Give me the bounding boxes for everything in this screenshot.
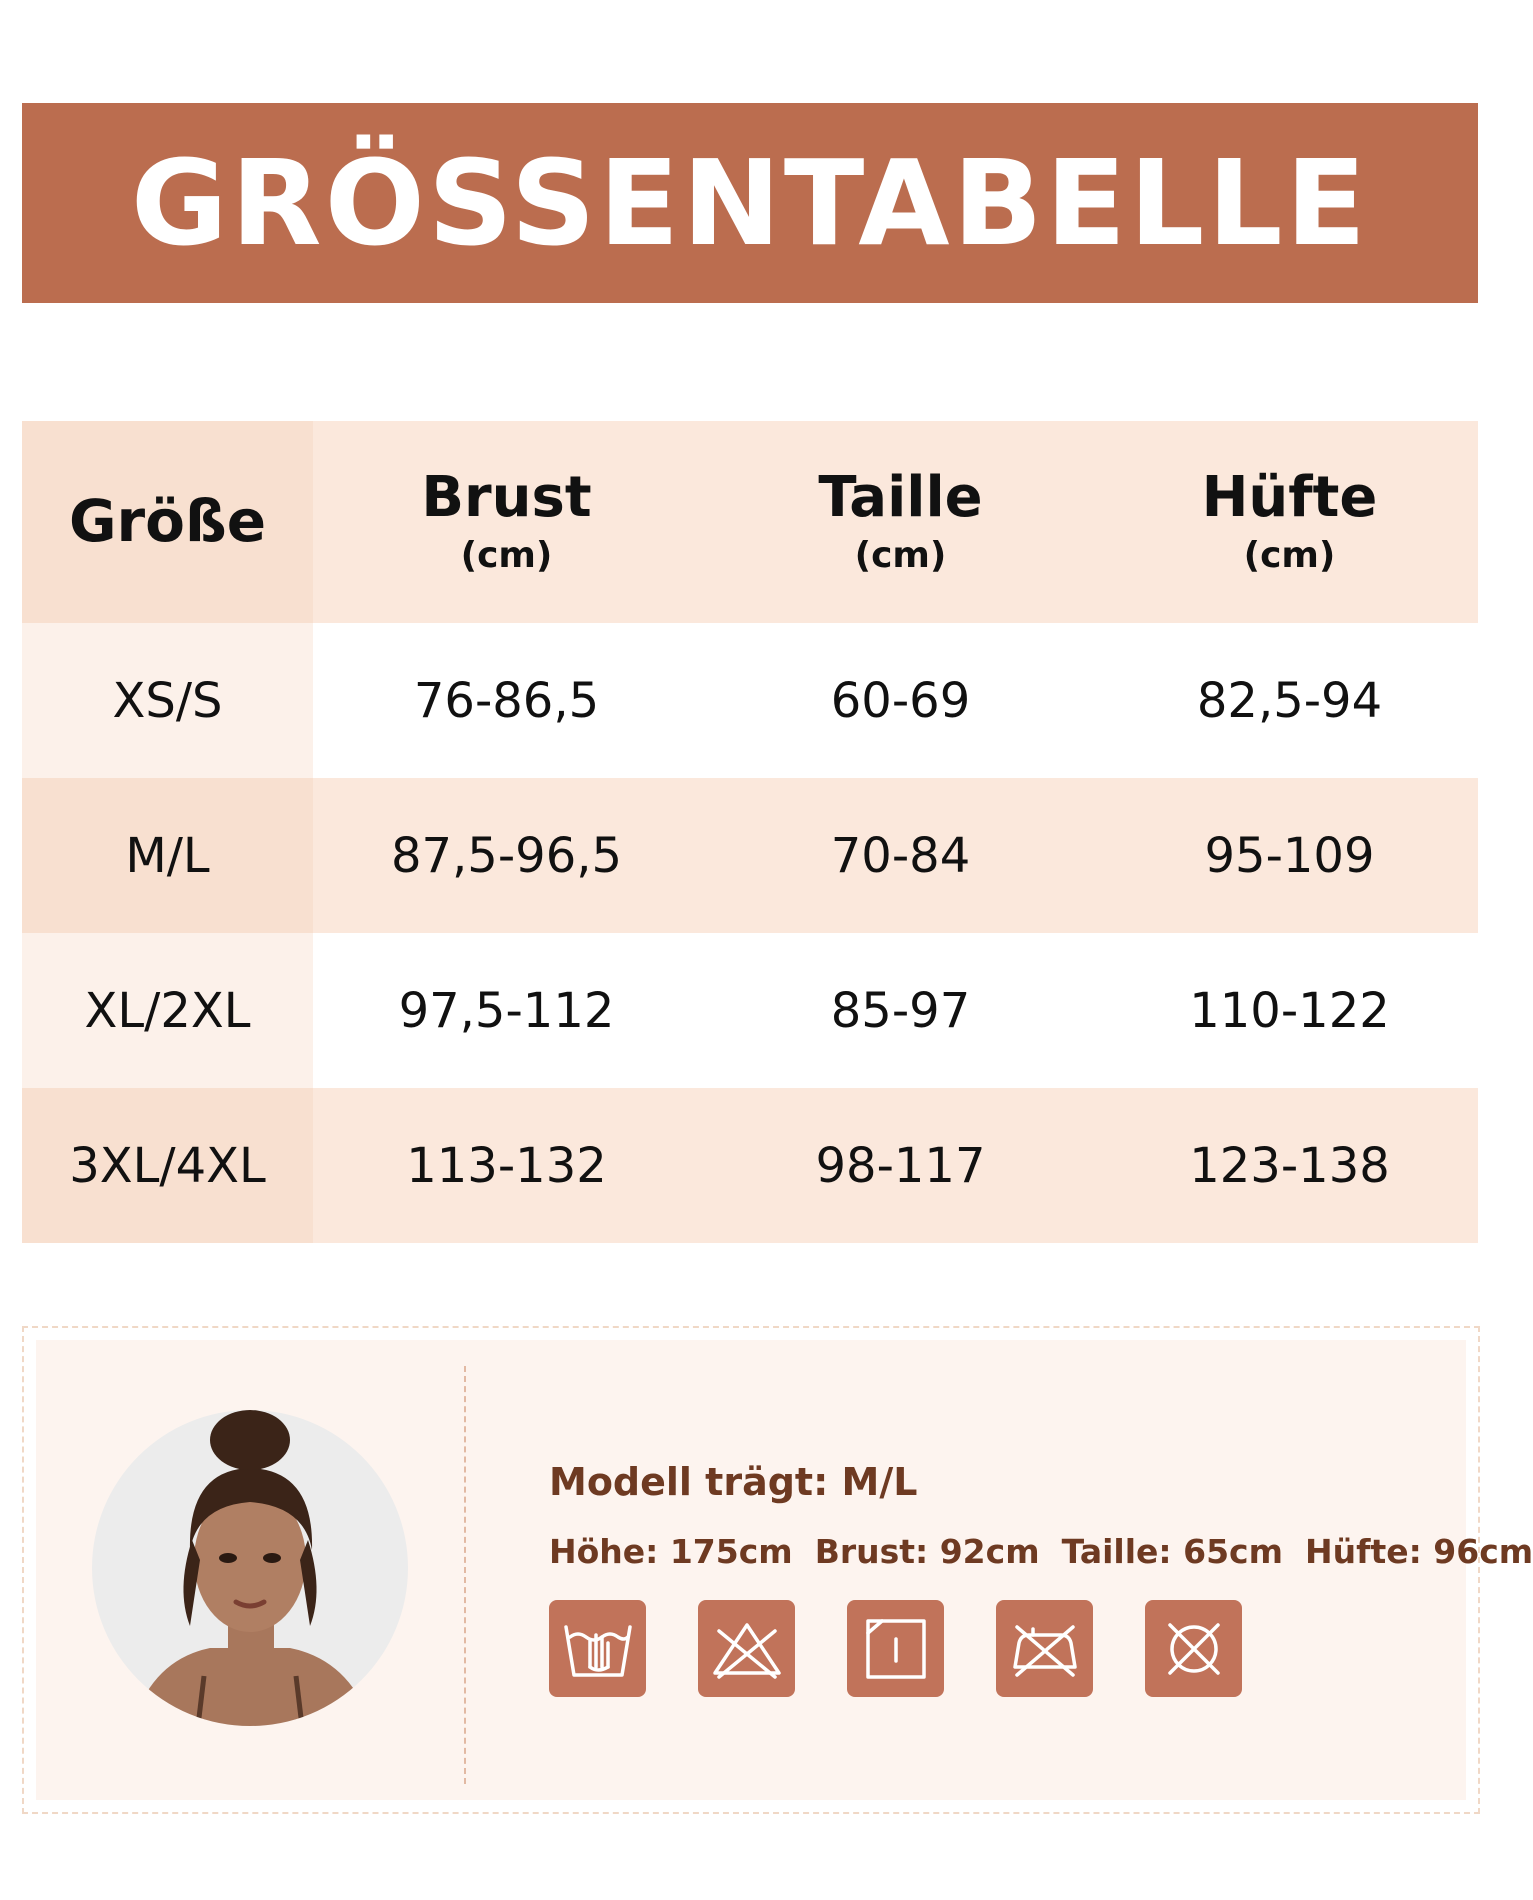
header-waist-unit: (cm) <box>854 535 947 577</box>
model-info-panel <box>36 1340 1533 1800</box>
cell-chest: 87,5-96,5 <box>313 778 700 933</box>
cell-size: 3XL/4XL <box>22 1088 313 1243</box>
header-waist-label: Taille <box>818 464 983 530</box>
header-size-label: Größe <box>68 487 267 556</box>
table-header-row <box>22 421 1478 623</box>
do-not-iron-icon <box>996 1600 1093 1697</box>
cell-chest: 76-86,5 <box>313 623 700 778</box>
divider <box>464 1366 466 1784</box>
model-height: Höhe: 175cm <box>549 1532 793 1571</box>
cell-waist: 70-84 <box>700 778 1101 933</box>
cell-hip: 82,5-94 <box>1101 623 1478 778</box>
cell-waist: 98-117 <box>700 1088 1101 1243</box>
cell-hip: 95-109 <box>1101 778 1478 933</box>
cell-size: XS/S <box>22 623 313 778</box>
table-row <box>22 778 1478 933</box>
model-info-box <box>22 1326 1533 1814</box>
header-hip <box>1101 421 1478 623</box>
cell-hip: 110-122 <box>1101 933 1478 1088</box>
cell-chest: 97,5-112 <box>313 933 700 1088</box>
table-row <box>22 1088 1478 1243</box>
cell-chest: 113-132 <box>313 1088 700 1243</box>
do-not-bleach-icon <box>698 1600 795 1697</box>
header-hip-unit: (cm) <box>1243 535 1336 577</box>
size-table <box>22 421 1478 1243</box>
model-waist: Taille: 65cm <box>1061 1532 1283 1571</box>
header-size <box>22 421 313 623</box>
cell-waist: 85-97 <box>700 933 1101 1088</box>
model-hip: Hüfte: 96cm <box>1305 1532 1533 1571</box>
hand-wash-icon <box>549 1600 646 1697</box>
model-chest: Brust: 92cm <box>814 1532 1040 1571</box>
do-not-tumble-dry-icon <box>1145 1600 1242 1697</box>
cell-size: XL/2XL <box>22 933 313 1088</box>
line-dry-icon <box>847 1600 944 1697</box>
model-measurements <box>549 1532 1533 1571</box>
header-waist <box>700 421 1101 623</box>
cell-waist: 60-69 <box>700 623 1101 778</box>
header-hip-label: Hüfte <box>1201 464 1378 530</box>
header-chest-unit: (cm) <box>460 535 553 577</box>
title-banner <box>22 103 1478 303</box>
care-icons <box>549 1600 1242 1697</box>
page-title: GRÖSSENTABELLE <box>130 134 1370 272</box>
cell-hip: 123-138 <box>1101 1088 1478 1243</box>
table-row <box>22 623 1478 778</box>
header-chest-label: Brust <box>421 464 592 530</box>
cell-size: M/L <box>22 778 313 933</box>
model-size-title: Modell trägt: M/L <box>549 1460 918 1504</box>
model-portrait-icon <box>92 1410 408 1726</box>
table-row <box>22 933 1478 1088</box>
header-chest <box>313 421 700 623</box>
